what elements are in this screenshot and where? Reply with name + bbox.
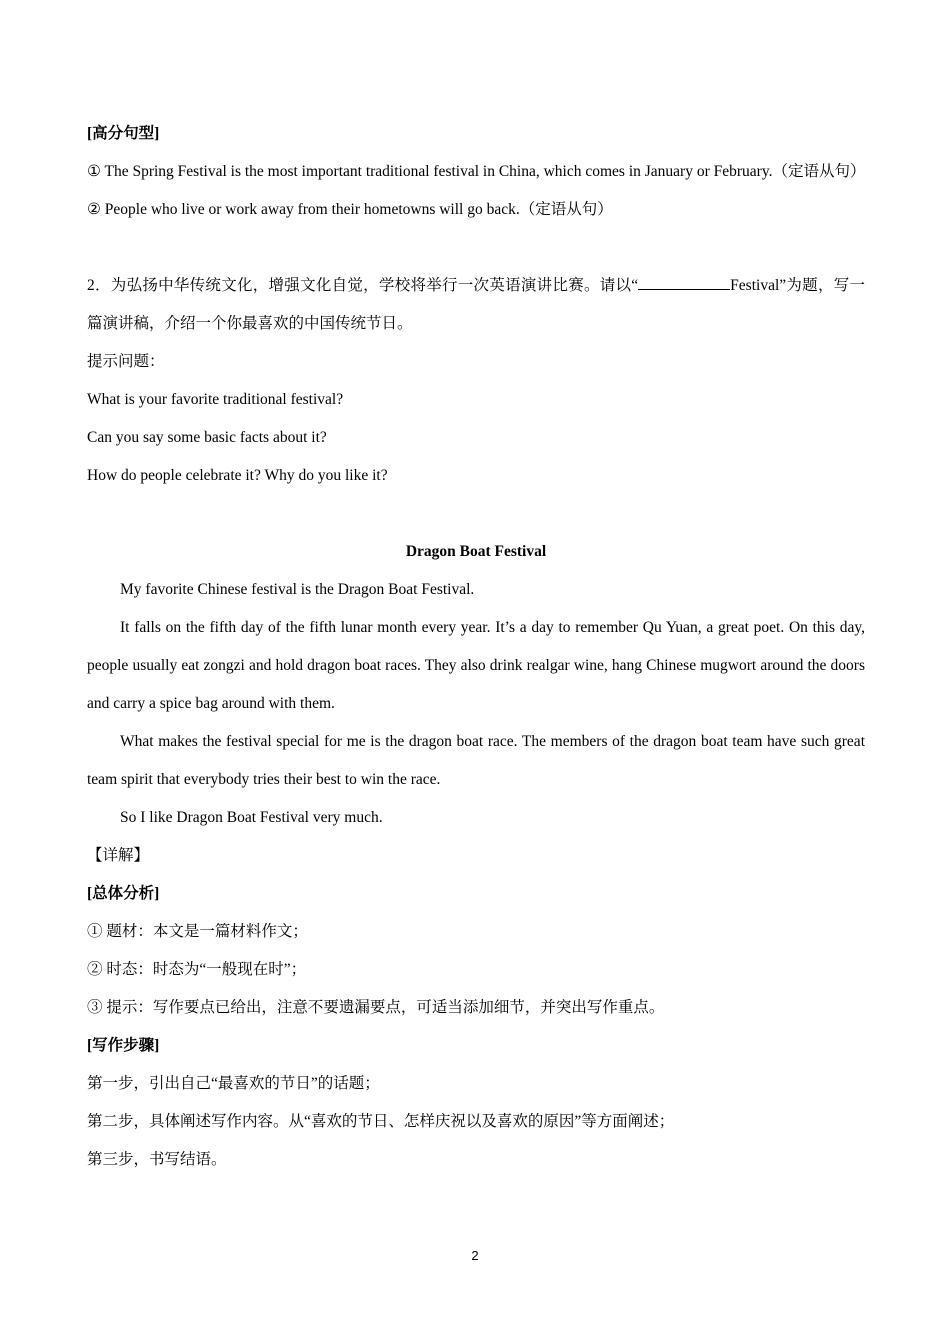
- writing-step: 第三步，书写结语。: [87, 1151, 227, 1168]
- question-prompt-end: Festival”为题，写一篇演讲稿，介绍一个你最喜欢的中国传统节日。: [87, 277, 865, 332]
- document-page: [87, 115, 865, 1179]
- title-blank: [638, 275, 730, 290]
- overall-analysis-item: ③ 提示：写作要点已给出，注意不要遗漏要点，可适当添加细节，并突出写作重点。: [87, 999, 665, 1016]
- hint-question-2: Can you say some basic facts about it?: [87, 429, 327, 446]
- example-sentence-1: ① The Spring Festival is the most important traditional festival in China, which comes in January or February.（定语从句）: [87, 163, 866, 180]
- writing-step: 第一步，引出自己“最喜欢的节日”的话题；: [87, 1075, 380, 1092]
- example-sentence-2: ② People who live or work away from their hometowns will go back.（定语从句）: [87, 201, 613, 218]
- essay-paragraph: So I like Dragon Boat Festival very much.: [120, 809, 383, 826]
- essay-paragraph: What makes the festival special for me is the dragon boat race. The members of the dragon boat team have such great team spirit that everybody tries their best to win the race.: [87, 733, 865, 788]
- overall-analysis-item: ② 时态：时态为“一般现在时”；: [87, 961, 307, 978]
- spacer: [87, 229, 865, 267]
- sentence-patterns-heading: [高分句型]: [87, 125, 160, 142]
- overall-analysis-heading: [总体分析]: [87, 885, 160, 902]
- hint-question-3: How do people celebrate it? Why do you like it?: [87, 467, 388, 484]
- hint-label: 提示问题：: [87, 353, 165, 370]
- question-prompt-start: 2．为弘扬中华传统文化，增强文化自觉，学校将举行一次英语演讲比赛。请以“: [87, 277, 639, 294]
- explanation-label: 【详解】: [87, 847, 150, 864]
- essay-paragraph: It falls on the fifth day of the fifth lunar month every year. It’s a day to remember Qu Yuan, a great poet. On this day, people usually eat zongzi and hold dragon boat races. They also drink realgar wine, hang Chinese mugwort around the doors and carry a spice bag around with them.: [87, 619, 865, 712]
- essay-paragraph: My favorite Chinese festival is the Dragon Boat Festival.: [120, 581, 475, 598]
- question-prompt: [87, 267, 865, 343]
- page-number: 2: [471, 1248, 479, 1263]
- essay-title: Dragon Boat Festival: [405, 543, 547, 560]
- overall-analysis-item: ① 题材：本文是一篇材料作文；: [87, 923, 308, 940]
- writing-steps-heading: [写作步骤]: [87, 1037, 160, 1054]
- writing-step: 第二步，具体阐述写作内容。从“喜欢的节日、怎样庆祝以及喜欢的原因”等方面阐述；: [87, 1113, 675, 1130]
- hint-question-1: What is your favorite traditional festival?: [87, 391, 344, 408]
- spacer: [87, 495, 865, 533]
